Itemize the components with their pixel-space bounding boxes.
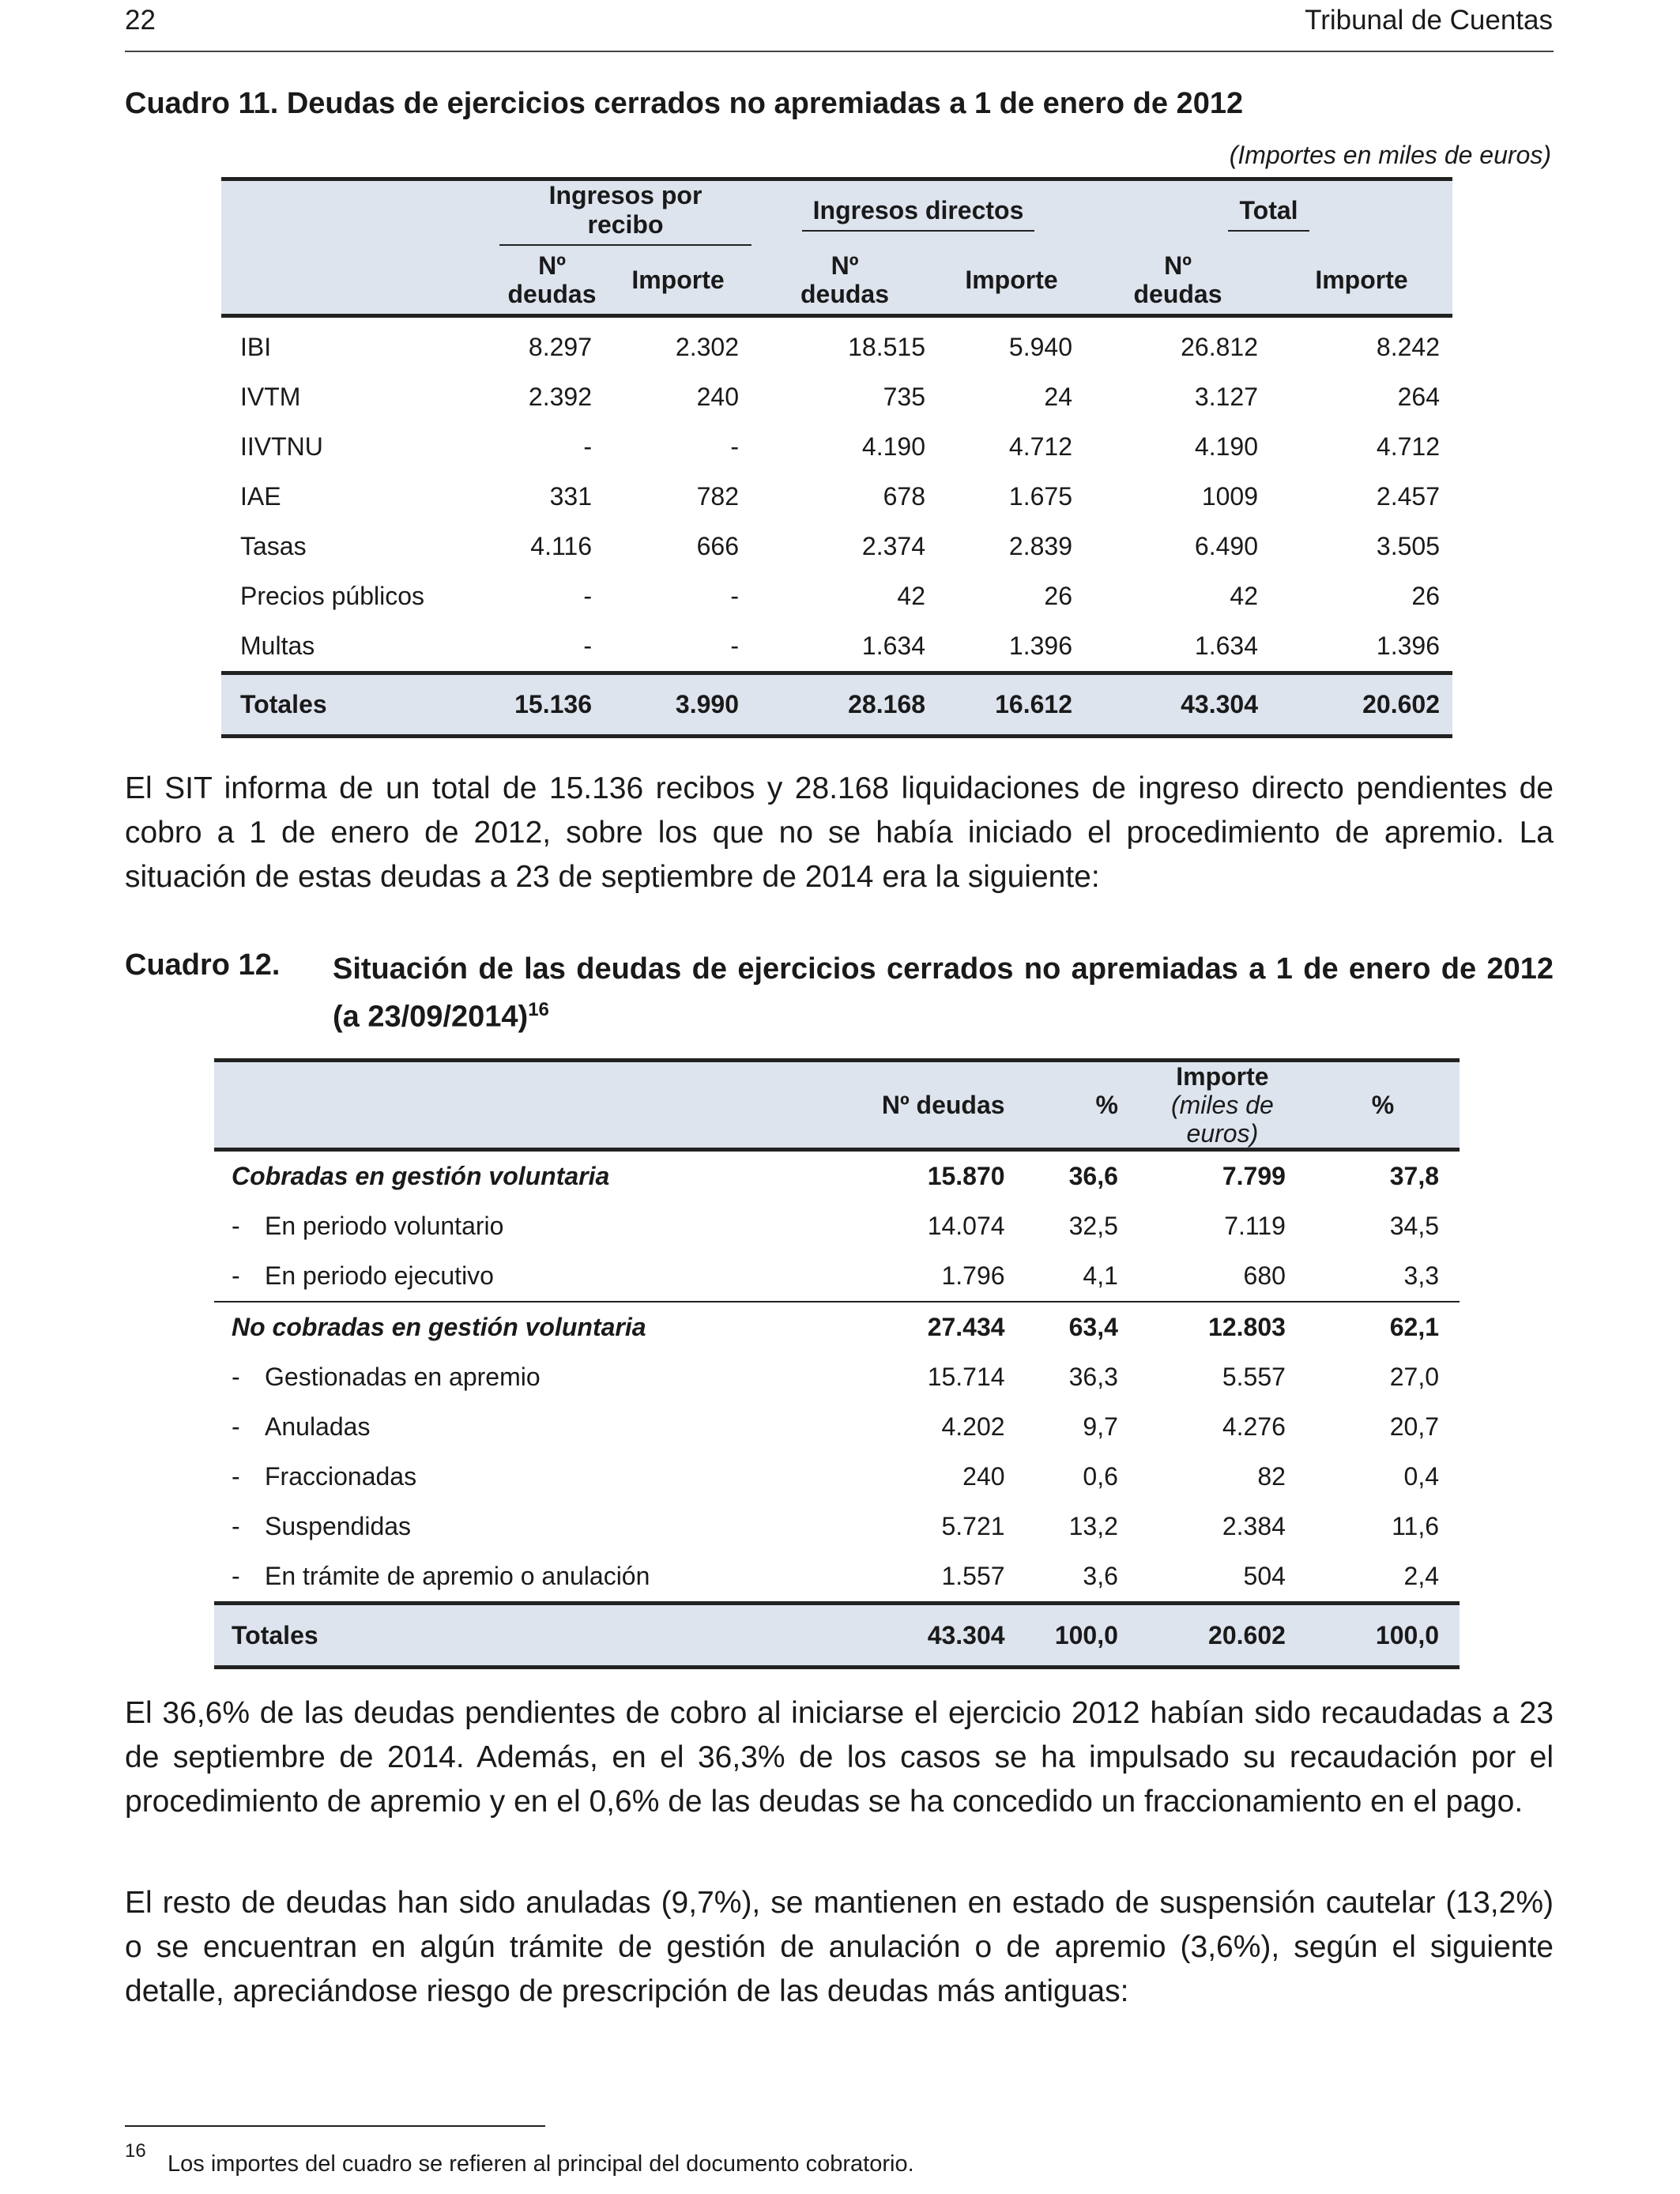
page-number: 22 xyxy=(125,5,156,36)
col-header-pct: % xyxy=(1026,1061,1139,1150)
footnote-number: 16 xyxy=(125,2140,146,2162)
debt-status-table xyxy=(214,1058,1460,1669)
table1-sub-header-row xyxy=(221,246,1452,316)
body-paragraph: El resto de deudas han sido anuladas (9,7%), se mantienen en estado de suspensión cautelar (13,2%) o se encuentran en algún trámite de gestión de anulación o de apremio (3,6%), según el siguiente detalle, apreciándose riesgo de prescripción de las deudas más antiguas: xyxy=(125,1886,1554,2008)
col-header-amount: Importe xyxy=(605,246,751,316)
table-row: IVTM 2.392 240 735 24 3.127 264 xyxy=(240,383,1440,411)
col-header-count: Nº deudas xyxy=(751,246,938,316)
body-paragraph: El SIT informa de un total de 15.136 recibos y 28.168 liquidaciones de ingreso directo pendientes de cobro a 1 de enero de 2012, sobre los que no se había iniciado el procedimiento de apremio. La situación de estas deudas a 23 de septiembre de 2014 era la siguiente: xyxy=(125,771,1554,894)
footnote-rule xyxy=(125,2125,545,2127)
table-row: - Suspendidas 5.721 13,2 2.384 11,6 xyxy=(232,1512,1439,1540)
totals-row: Totales 43.304 100,0 20.602 100,0 xyxy=(214,1604,1460,1668)
col-header-count: Nº deudas xyxy=(499,246,605,316)
table2-caption-label: Cuadro 12. xyxy=(125,948,281,982)
table-row: - En periodo voluntario 14.074 32,5 7.119 34,5 xyxy=(232,1212,1439,1240)
table-row: - Anuladas 4.202 9,7 4.276 20,7 xyxy=(232,1412,1439,1441)
footnote-text: Los importes del cuadro se refieren al principal del documento cobratorio. xyxy=(168,2151,914,2177)
table1-caption: Cuadro 11. Deudas de ejercicios cerrados no apremiadas a 1 de enero de 2012 xyxy=(125,87,1244,120)
col-header-amount: Importe (miles de euros) xyxy=(1139,1061,1306,1150)
body-paragraph: El 36,6% de las deudas pendientes de cobro al iniciarse el ejercicio 2012 habían sido recaudadas a 23 de septiembre de 2014. Además, en el 36,3% de los casos se ha impulsado su recaudación por el procedimiento de apremio y en el 0,6% de las deudas se ha concedido un fraccionamiento en el pago. xyxy=(125,1696,1554,1819)
footnote-ref[interactable]: 16 xyxy=(528,999,549,1020)
table-row: - En trámite de apremio o anulación 1.557 3,6 504 2,4 xyxy=(232,1562,1439,1590)
table-row: - En periodo ejecutivo 1.796 4,1 680 3,3 xyxy=(232,1261,1439,1290)
table-row: Cobradas en gestión voluntaria 15.870 36,6 7.799 37,8 xyxy=(232,1162,1439,1190)
group-header: Ingresos directos xyxy=(751,179,1085,247)
table-row: Precios públicos - - 42 26 42 26 xyxy=(240,582,1440,610)
table-row: IIVTNU - - 4.190 4.712 4.190 4.712 xyxy=(240,432,1440,461)
group-header: Ingresos por recibo xyxy=(499,179,751,247)
group-header: Total xyxy=(1085,179,1452,247)
col-header-amount: Importe xyxy=(1271,246,1452,316)
table-row: IBI 8.297 2.302 18.515 5.940 26.812 8.242 xyxy=(240,333,1440,361)
debts-table xyxy=(221,177,1452,738)
table1-units: (Importes en miles de euros) xyxy=(1229,141,1551,169)
table-row: - Gestionadas en apremio 15.714 36,3 5.557 27,0 xyxy=(232,1363,1439,1391)
table2-header-row xyxy=(214,1061,1460,1150)
table-row: No cobradas en gestión voluntaria 27.434 63,4 12.803 62,1 xyxy=(214,1302,1460,1352)
table2-caption: Situación de las deudas de ejercicios cerrados no apremiadas a 1 de enero de 2012 (a 23/09/2014)$^{16}$ xyxy=(333,952,1554,1034)
table-row: IAE 331 782 678 1.675 1009 2.457 xyxy=(240,482,1440,511)
table-row: Tasas 4.116 666 2.374 2.839 6.490 3.505 xyxy=(240,532,1440,560)
col-header-amount: Importe xyxy=(938,246,1085,316)
table-row: - Fraccionadas 240 0,6 82 0,4 xyxy=(232,1462,1439,1491)
table1-group-header-row xyxy=(221,179,1452,247)
col-header-count: Nº deudas xyxy=(1085,246,1271,316)
totals-row: Totales 15.136 3.990 28.168 16.612 43.304 20.602 xyxy=(221,673,1452,737)
col-header-pct: % xyxy=(1306,1061,1460,1150)
header-rule xyxy=(125,51,1554,52)
running-header: Tribunal de Cuentas xyxy=(1305,5,1553,36)
table-row: Multas - - 1.634 1.396 1.634 1.396 xyxy=(240,631,1440,660)
col-header-count: Nº deudas xyxy=(721,1061,1026,1150)
